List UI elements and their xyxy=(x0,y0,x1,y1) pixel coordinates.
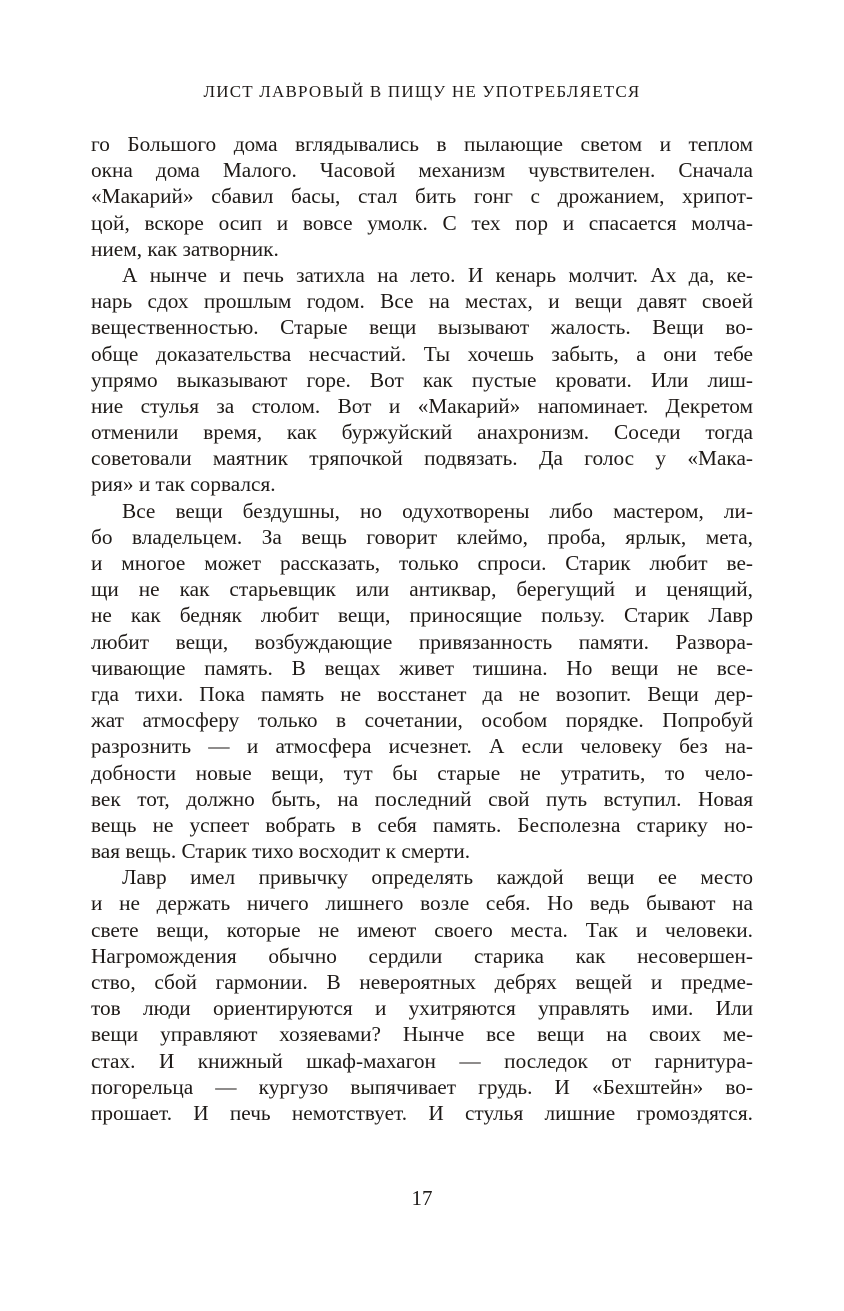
text-line: Все вещи бездушны, но одухотворены либо мастером, ли- xyxy=(122,498,753,523)
text-line: ство, сбой гармонии. В невероятных дебрях вещей и предме- xyxy=(91,970,753,994)
text-line: го Большого дома вглядывались в пылающие светом и теплом xyxy=(91,132,753,156)
text-line: стах. И книжный шкаф-махагон — последок от гарнитура- xyxy=(91,1048,753,1073)
text-line: щи не как старьевщик или антиквар, берегущий и ценящий, xyxy=(91,577,753,602)
text-line: прошает. И печь немотствует. И стулья лишние громоздятся. xyxy=(91,1100,753,1125)
text-line: погорельца — кургузо выпячивает грудь. И «Бехштейн» во- xyxy=(91,1074,753,1099)
text-line: гда тихи. Пока память не восстанет да не возопит. Вещи дер- xyxy=(91,681,753,706)
text-line: и не держать ничего лишнего возле себя. Но ведь бывают на xyxy=(91,891,753,916)
text-line: свете вещи, которые не имеют своего места. Так и человеки. xyxy=(91,917,753,942)
text-line: и многое может рассказать, только спроси. Старик любит ве- xyxy=(91,551,753,575)
body-text xyxy=(91,131,753,1126)
text-line: вая вещь. Старик тихо восходит к смерти. xyxy=(91,839,471,864)
text-line: любит вещи, возбуждающие привязанность памяти. Разворa- xyxy=(91,629,753,654)
running-header: ЛИСТ ЛАВРОВЫЙ В ПИЩУ НЕ УПОТРЕБЛЯЕТСЯ xyxy=(203,82,641,101)
text-line: Лавр имел привычку определять каждой вещи ее место xyxy=(122,865,753,890)
text-line: чивающие память. В вещах живет тишина. Но вещи не все- xyxy=(91,655,753,680)
text-line: вещь не успеет вобрать в себя память. Бесполезна старику но- xyxy=(91,812,753,837)
text-line: обще доказательства несчастий. Ты хочешь забыть, а они тебе xyxy=(91,341,753,366)
text-line: нием, как затворник. xyxy=(91,236,279,261)
text-line: рия» и так сорвался. xyxy=(91,472,276,497)
text-line: советовали маятник тряпочкой подвязать. Да голос у «Мака- xyxy=(91,446,753,471)
text-line: не как бедняк любит вещи, приносящие пользу. Старик Лавр xyxy=(91,603,753,628)
text-line: цой, вскоре осип и вовсе умолк. С тех пор и спасается молча- xyxy=(91,210,753,235)
page-number: 17 xyxy=(411,1186,433,1210)
text-line: век тот, должно быть, на последний свой путь вступил. Новая xyxy=(91,786,753,811)
text-line: А нынче и печь затихла на лето. И кенарь молчит. Ах да, ке- xyxy=(122,262,753,287)
text-line: ние стулья за столом. Вот и «Макарий» напоминает. Декретом xyxy=(91,393,753,418)
text-line: жат атмосферу только в сочетании, особом порядке. Попробуй xyxy=(91,708,753,733)
text-line: «Макарий» сбавил басы, стал бить гонг с дрожанием, хрипот- xyxy=(91,184,753,209)
text-line: вещи управляют хозяевами? Нынче все вещи на своих ме- xyxy=(91,1022,753,1047)
text-line: вещественностью. Старые вещи вызывают жалость. Вещи во- xyxy=(91,315,753,340)
text-line: отменили время, как буржуйский анахронизм. Соседи тогда xyxy=(91,420,753,445)
text-line: бо владельцем. За вещь говорит клеймо, проба, ярлык, мета, xyxy=(91,524,753,549)
text-line: нарь сдох прошлым годом. Все на местах, и вещи давят своей xyxy=(91,289,753,314)
text-line: упрямо выказывают горе. Вот как пустые кровати. Или лиш- xyxy=(91,367,753,392)
text-line: Нагромождения обычно сердили старика как несовершен- xyxy=(91,943,753,968)
text-line: окна дома Малого. Часовой механизм чувствителен. Сначала xyxy=(91,158,753,183)
text-line: разрознить — и атмосфера исчезнет. А если человеку без на- xyxy=(91,734,753,759)
text-line: добности новые вещи, тут бы старые не утратить, то чело- xyxy=(91,760,753,785)
text-line: тов люди ориентируются и ухитряются управлять ими. Или xyxy=(91,996,753,1021)
